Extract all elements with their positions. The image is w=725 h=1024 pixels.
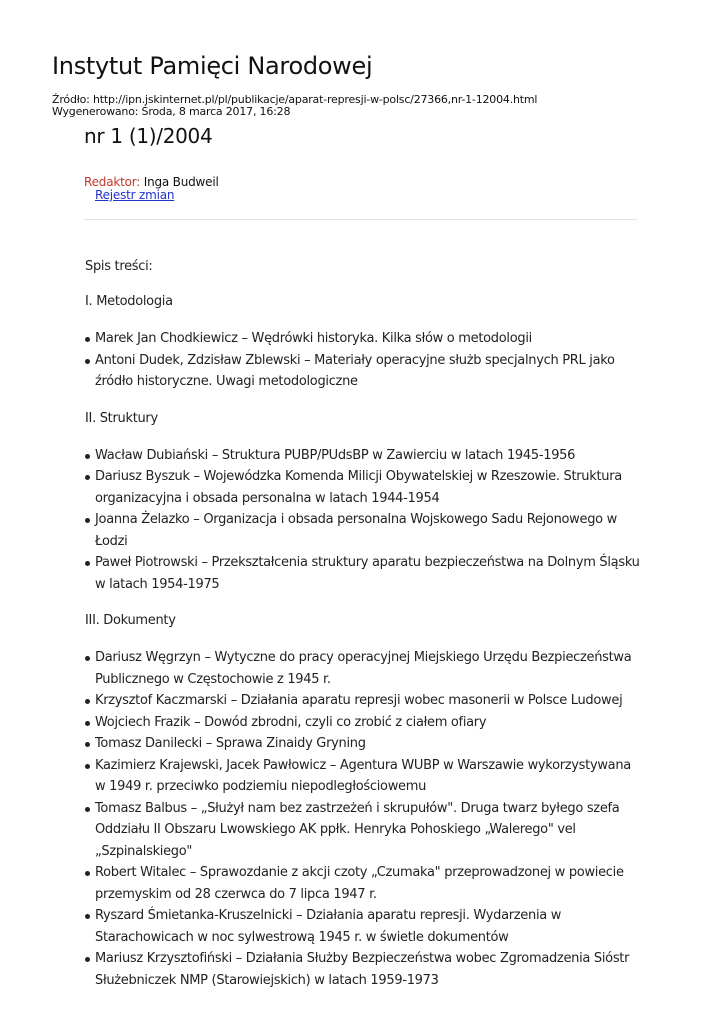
list-item: Tomasz Balbus – „Służył nam bez zastrzeżeń i skrupułów". Druga twarz byłego szefa Oddziału II Obszaru Lwowskiego AK ppłk. Henryka Pohoskiego „Walerego" vel „Szpinalskiego" xyxy=(85,798,645,863)
changes-log-link[interactable]: Rejestr zmian xyxy=(95,188,175,202)
editor-label: Redaktor: xyxy=(84,175,141,189)
section-heading: I. Metodologia xyxy=(85,294,173,309)
section-methodology xyxy=(85,293,645,393)
section-documents xyxy=(85,612,645,991)
divider xyxy=(84,219,637,220)
section-items xyxy=(85,647,645,991)
generated-line: Wygenerowano: Środa, 8 marca 2017, 16:28 xyxy=(52,105,291,118)
list-item: Wojciech Frazik – Dowód zbrodni, czyli co zrobić z ciałem ofiary xyxy=(85,712,645,734)
list-item: Marek Jan Chodkiewicz – Wędrówki historyka. Kilka słów o metodologii xyxy=(85,328,645,350)
editor-name: Inga Budweil xyxy=(143,175,219,189)
list-item: Ryszard Śmietanka-Kruszelnicki – Działania aparatu represji. Wydarzenia w Starachowicach w noc sylwestrową 1945 r. w świetle dokumentów xyxy=(85,905,645,948)
section-items xyxy=(85,328,645,393)
issue-title: nr 1 (1)/2004 xyxy=(84,124,213,148)
document-meta xyxy=(52,94,537,118)
section-heading: III. Dokumenty xyxy=(85,613,176,628)
section-items xyxy=(85,445,645,596)
table-of-contents xyxy=(85,258,645,1008)
list-item: Joanna Żelazko – Organizacja i obsada personalna Wojskowego Sadu Rejonowego w Łodzi xyxy=(85,509,645,552)
list-item: Tomasz Danilecki – Sprawa Zinaidy Gryning xyxy=(85,733,645,755)
list-item: Robert Witalec – Sprawozdanie z akcji czoty „Czumaka" przeprowadzonej w powiecie przemyskim od 28 czerwca do 7 lipca 1947 r. xyxy=(85,862,645,905)
list-item: Dariusz Węgrzyn – Wytyczne do pracy operacyjnej Miejskiego Urzędu Bezpieczeństwa Publicznego w Częstochowie z 1945 r. xyxy=(85,647,645,690)
section-heading: II. Struktury xyxy=(85,410,158,426)
list-item: Dariusz Byszuk – Wojewódzka Komenda Milicji Obywatelskiej w Rzeszowie. Struktura organizacyjna i obsada personalna w latach 1944-1954 xyxy=(85,466,645,509)
list-item: Paweł Piotrowski – Przekształcenia struktury aparatu bezpieczeństwa na Dolnym Śląsku w latach 1954-1975 xyxy=(85,552,645,595)
source-line: Źródło: http://ipn.jskinternet.pl/pl/publikacje/aparat-represji-w-polsc/27366,nr-1-12004.html xyxy=(52,93,538,106)
list-item: Wacław Dubiański – Struktura PUBP/PUdsBP w Zawierciu w latach 1945-1956 xyxy=(85,445,645,467)
site-title: Instytut Pamięci Narodowej xyxy=(52,52,373,80)
list-item: Mariusz Krzysztofiński – Działania Służby Bezpieczeństwa wobec Zgromadzenia Sióstr Służebniczek NMP (Starowiejskich) w latach 1959-1973 xyxy=(85,948,645,991)
list-item: Antoni Dudek, Zdzisław Zblewski – Materiały operacyjne służb specjalnych PRL jako źródło historyczne. Uwagi metodologiczne xyxy=(85,350,645,393)
list-item: Krzysztof Kaczmarski – Działania aparatu represji wobec masonerii w Polsce Ludowej xyxy=(85,690,645,712)
toc-heading: Spis treści: xyxy=(85,259,153,274)
list-item: Kazimierz Krajewski, Jacek Pawłowicz – Agentura WUBP w Warszawie wykorzystywana w 1949 r. przeciwko podziemiu niepodległościowemu xyxy=(85,755,645,798)
section-structures xyxy=(85,410,645,596)
